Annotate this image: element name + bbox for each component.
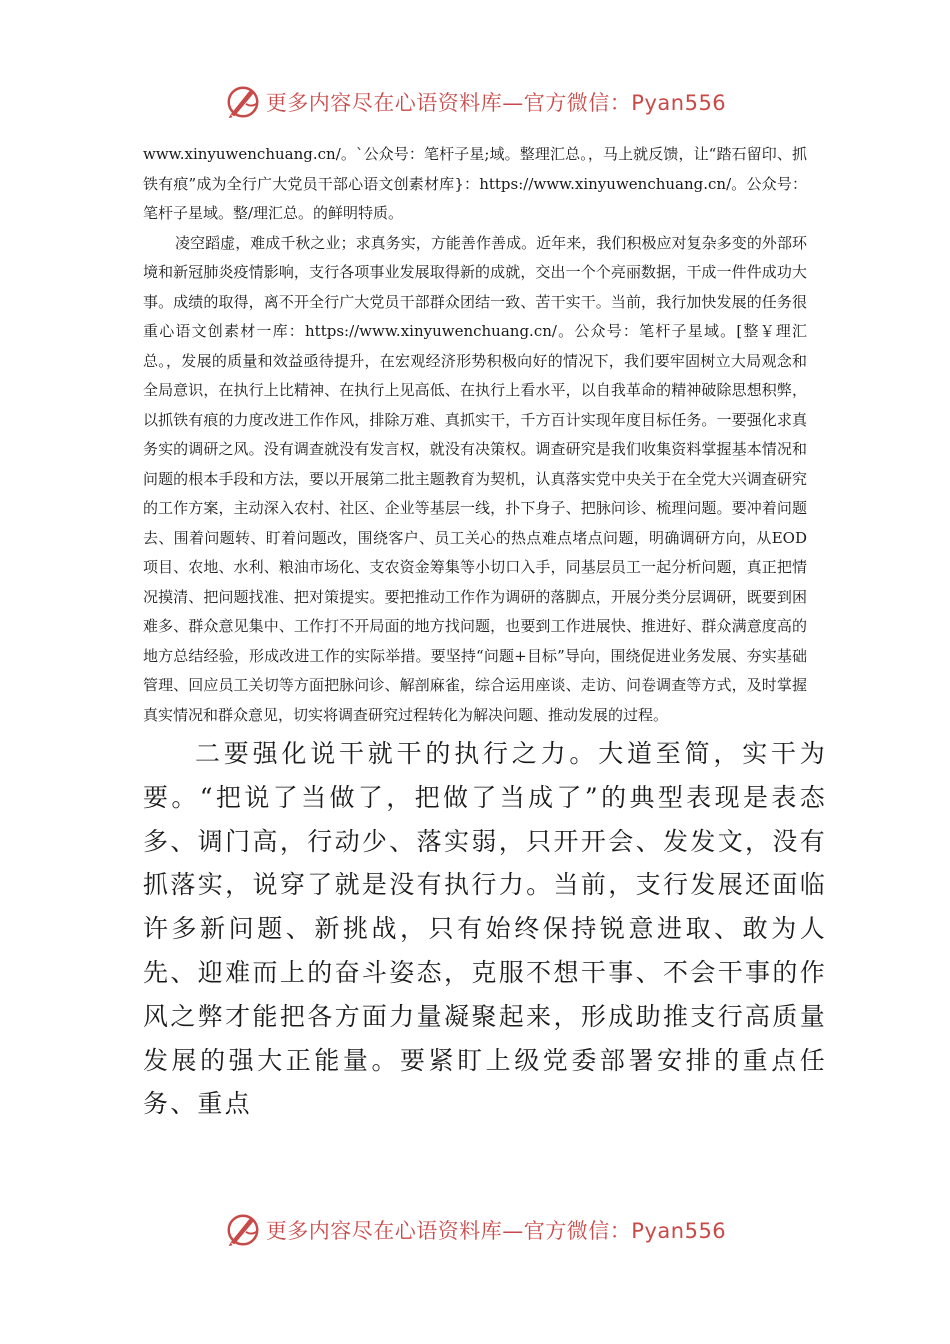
- paragraph-3: 二要强化说干就干的执行之力。大道至简，实干为要。“把说了当做了，把做了当成了”的典型表现是表态多、调门高，行动少、落实弱，只开开会、发发文，没有抓落实，说穿了就是没有执行力。当前，支行发展还面临许多新问题、新挑战，只有始终保持锐意进取、敢为人先、迎难而上的奋斗姿态，克服不想干事、不会干事的作风之弊才能把各方面力量凝聚起来，形成助推支行高质量发展的强大正能量。要紧盯上级党委部署安排的重点任务、重点: [143, 739, 827, 1119]
- footer-banner: [0, 1208, 950, 1252]
- header-banner-text: 更多内容尽在心语资料库—官方微信：Pyan556: [265, 91, 727, 115]
- footer-banner-text: 更多内容尽在心语资料库—官方微信：Pyan556: [265, 1219, 727, 1243]
- paragraph-1: www.xinyuwenchuang.cn/。`公众号：笔杆子星;域。整理汇总。，马上就反馈，让“踏石留印、抓铁有痕”成为全行广大党员干部心语文创素材库}：https://www.xinyuwenchuang.cn/。公众号：笔杆子星域。整/理汇总。的鲜明特质。: [143, 145, 807, 222]
- header-banner: [0, 80, 950, 124]
- document-body: [143, 140, 827, 1126]
- pen-in-circle-logo-icon: [224, 83, 262, 121]
- pen-in-circle-logo-icon: [224, 1211, 262, 1249]
- paragraph-2: 凌空蹈虚，难成千秋之业；求真务实，方能善作善成。近年来，我们积极应对复杂多变的外部环境和新冠肺炎疫情影响，支行各项事业发展取得新的成就，交出一个个亮丽数据，干成一件件成功大事。成绩的取得，离不开全行广大党员干部群众团结一致、苦干实干。当前，我行加快发展的任务很重心语文创素材一库：https://www.xinyuwenchuang.cn/。公众号：笔杆子星域。[整￥理汇总。，发展的质量和效益亟待提升，在宏观经济形势积极向好的情况下，我们要牢固树立大局观念和全局意识，在执行上比精神、在执行上见高低、在执行上看水平，以自我革命的精神破除思想积弊，以抓铁有痕的力度改进工作作风，排除万难、真抓实干，千方百计实现年度目标任务。一要强化求真务实的调研之风。没有调查就没有发言权，就没有决策权。调查研究是我们收集资料掌握基本情况和问题的根本手段和方法，要以开展第二批主题教育为契机，认真落实党中央关于在全党大兴调查研究的工作方案，主动深入农村、社区、企业等基层一线，扑下身子、把脉问诊、梳理问题。要冲着问题去、围着问题转、盯着问题改，围绕客户、员工关心的热点难点堵点问题，明确调研方向，从EOD项目、农地、水利、粮油市场化、支农资金筹集等小切口入手，同基层员工一起分析问题，真正把情况摸清、把问题找准、把对策提实。要把推动工作作为调研的落脚点，开展分类分层调研，既要到困难多、群众意见集中、工作打不开局面的地方找问题，也要到工作进展快、推进好、群众满意度高的地方总结经验，形成改进工作的实际举措。要坚持“问题+目标”导向，围绕促进业务发展、夯实基础管理、回应员工关切等方面把脉问诊、解剖麻雀，综合运用座谈、走访、问卷调查等方式，及时掌握真实情况和群众意见，切实将调查研究过程转化为解决问题、推动发展的过程。: [143, 233, 807, 724]
